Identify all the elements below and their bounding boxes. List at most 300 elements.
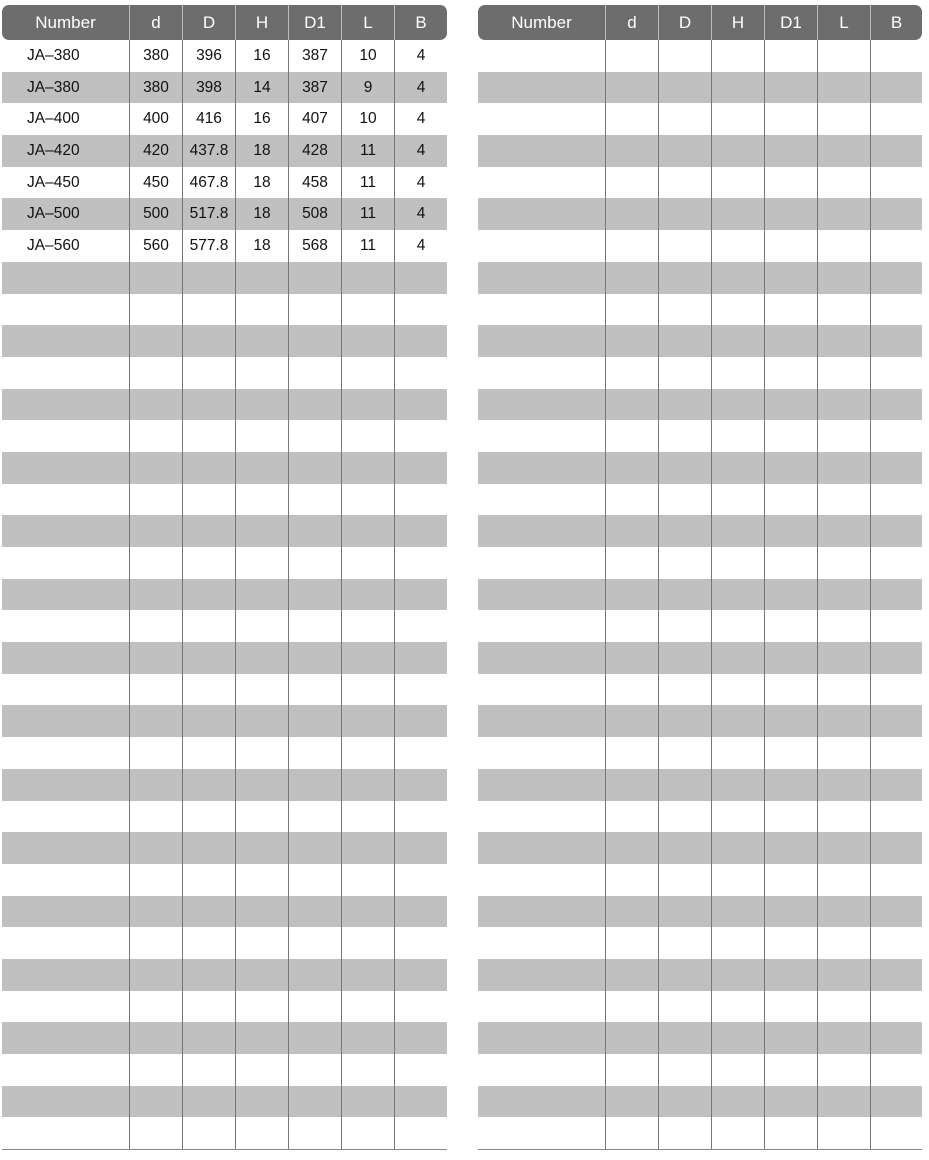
table-cell-part-number [478, 515, 605, 547]
table-row [478, 705, 922, 737]
table-cell-outer-diameter [182, 1086, 235, 1118]
table-cell-inner-diameter [129, 452, 182, 484]
table-cell-outer-diameter [182, 642, 235, 674]
table-cell-d1 [288, 801, 341, 833]
table-row [478, 72, 922, 104]
table-cell-outer-diameter [182, 674, 235, 706]
table-cell-length [817, 230, 870, 262]
table-row [2, 610, 447, 642]
table-cell-inner-diameter [129, 1022, 182, 1054]
table-row [478, 579, 922, 611]
table-cell-height [235, 262, 288, 294]
table-cell-length [817, 198, 870, 230]
table-cell-inner-diameter [605, 420, 658, 452]
table-cell-height [235, 579, 288, 611]
table-cell-height [235, 864, 288, 896]
table-cell-d1 [764, 1086, 817, 1118]
table-cell-height: 16 [235, 103, 288, 135]
table-cell-outer-diameter [658, 103, 711, 135]
table-row [2, 674, 447, 706]
table-cell-outer-diameter [658, 896, 711, 928]
table-cell-part-number: JA–400 [27, 110, 80, 128]
table-cell-b [870, 737, 922, 769]
table-cell-outer-diameter [658, 167, 711, 199]
table-row [478, 484, 922, 516]
table-cell-inner-diameter [605, 579, 658, 611]
table-cell-b: 4 [394, 40, 447, 72]
table-cell-b [870, 1054, 922, 1086]
table-cell-d1: 387 [288, 72, 341, 104]
table-cell-d1 [764, 103, 817, 135]
table-cell-part-number [2, 357, 129, 389]
table-cell-b [394, 1054, 447, 1086]
table-cell-outer-diameter [658, 420, 711, 452]
table-cell-height [235, 294, 288, 326]
table-cell-length [817, 864, 870, 896]
table-row [2, 927, 447, 959]
table-cell-height [235, 927, 288, 959]
table-cell-b [394, 547, 447, 579]
table-row [478, 642, 922, 674]
table-cell-d1 [764, 927, 817, 959]
table-row [2, 832, 447, 864]
table-cell-outer-diameter [658, 547, 711, 579]
table-cell-b [870, 864, 922, 896]
column-header-length: L [817, 5, 870, 40]
table-cell-height [711, 452, 764, 484]
table-row [2, 452, 447, 484]
table-cell-outer-diameter [182, 927, 235, 959]
table-cell-length [817, 737, 870, 769]
table-cell-length [817, 103, 870, 135]
table-cell-inner-diameter [605, 198, 658, 230]
table-row [2, 515, 447, 547]
table-cell-part-number [478, 135, 605, 167]
table-cell-d1 [764, 896, 817, 928]
table-cell-part-number [478, 959, 605, 991]
table-cell-part-number: JA–560 [27, 237, 80, 255]
table-cell-length [341, 484, 394, 516]
table-cell-outer-diameter [182, 579, 235, 611]
table-row [478, 452, 922, 484]
table-cell-length [817, 1022, 870, 1054]
table-cell-inner-diameter: 500 [129, 198, 182, 230]
table-cell-b [394, 896, 447, 928]
table-cell-inner-diameter [605, 737, 658, 769]
table-cell-b [394, 357, 447, 389]
table-cell-height [711, 484, 764, 516]
table-cell-height [711, 547, 764, 579]
table-cell-d1 [288, 959, 341, 991]
table-cell-part-number: JA–380 [27, 78, 80, 96]
table-cell-part-number [478, 705, 605, 737]
table-cell-length: 10 [341, 103, 394, 135]
table-cell-inner-diameter [129, 705, 182, 737]
table-cell-d1 [288, 832, 341, 864]
table-cell-height [235, 1117, 288, 1149]
table-cell-b [394, 610, 447, 642]
table-cell-part-number [478, 832, 605, 864]
table-row [2, 72, 447, 104]
table-cell-height [235, 389, 288, 421]
table-cell-b: 4 [394, 72, 447, 104]
table-cell-length [817, 1054, 870, 1086]
table-cell-d1 [764, 230, 817, 262]
table-cell-part-number [2, 642, 129, 674]
column-header-part-number: Number [511, 13, 572, 32]
table-cell-height [711, 325, 764, 357]
table-cell-length [341, 737, 394, 769]
table-cell-outer-diameter [658, 452, 711, 484]
table-cell-height [235, 1022, 288, 1054]
table-cell-b [870, 294, 922, 326]
table-cell-b [870, 1086, 922, 1118]
table-cell-d1 [764, 959, 817, 991]
table-row [478, 135, 922, 167]
table-cell-inner-diameter [129, 927, 182, 959]
table-cell-inner-diameter [129, 642, 182, 674]
table-cell-height [235, 737, 288, 769]
table-cell-b [870, 832, 922, 864]
table-cell-d1 [288, 1022, 341, 1054]
table-cell-part-number [2, 262, 129, 294]
table-cell-part-number [478, 864, 605, 896]
column-header-d1: D1 [288, 5, 341, 40]
table-cell-height: 16 [235, 40, 288, 72]
table-cell-part-number [478, 1086, 605, 1118]
table-cell-height [235, 610, 288, 642]
table-cell-inner-diameter [605, 103, 658, 135]
table-cell-part-number [2, 579, 129, 611]
table-cell-height [235, 452, 288, 484]
table-cell-outer-diameter [182, 484, 235, 516]
table-cell-inner-diameter [129, 357, 182, 389]
table-cell-length [341, 896, 394, 928]
table-cell-b [870, 801, 922, 833]
table-cell-part-number [2, 1054, 129, 1086]
table-cell-d1 [764, 769, 817, 801]
table-cell-part-number [478, 769, 605, 801]
table-cell-d1 [764, 420, 817, 452]
table-row [478, 230, 922, 262]
table-cell-outer-diameter [182, 547, 235, 579]
table-cell-part-number [2, 1022, 129, 1054]
table-cell-height [711, 103, 764, 135]
table-cell-inner-diameter [129, 769, 182, 801]
table-cell-height [711, 389, 764, 421]
table-cell-inner-diameter [605, 135, 658, 167]
table-cell-b [394, 452, 447, 484]
table-cell-part-number [2, 896, 129, 928]
table-cell-outer-diameter [658, 262, 711, 294]
table-cell-d1 [288, 579, 341, 611]
table-cell-outer-diameter [182, 610, 235, 642]
table-cell-inner-diameter: 380 [129, 40, 182, 72]
table-cell-b [870, 547, 922, 579]
table-bottom-rule [478, 1149, 922, 1150]
table-cell-d1 [764, 167, 817, 199]
table-cell-b [870, 72, 922, 104]
table-cell-part-number [2, 991, 129, 1023]
table-cell-inner-diameter [129, 832, 182, 864]
table-row [478, 801, 922, 833]
table-cell-height [711, 769, 764, 801]
table-cell-outer-diameter [182, 294, 235, 326]
table-cell-outer-diameter [658, 357, 711, 389]
table-cell-length [341, 579, 394, 611]
table-cell-height [711, 737, 764, 769]
table-cell-part-number [478, 642, 605, 674]
table-cell-length [817, 896, 870, 928]
table-cell-outer-diameter [182, 737, 235, 769]
table-cell-b [394, 1022, 447, 1054]
table-cell-height [711, 705, 764, 737]
table-cell-inner-diameter [605, 1086, 658, 1118]
table-cell-height [711, 896, 764, 928]
table-bottom-rule [2, 1149, 447, 1150]
table-cell-height [235, 832, 288, 864]
table-cell-part-number [2, 610, 129, 642]
table-row [478, 1054, 922, 1086]
table-cell-length [817, 262, 870, 294]
table-cell-b [870, 420, 922, 452]
table-cell-outer-diameter [182, 389, 235, 421]
table-cell-part-number [2, 294, 129, 326]
table-cell-inner-diameter [129, 801, 182, 833]
table-cell-length [341, 262, 394, 294]
table-cell-d1 [764, 135, 817, 167]
table-body [2, 40, 447, 1149]
column-header-part-number: Number [35, 13, 96, 32]
table-row [478, 610, 922, 642]
table-cell-inner-diameter [605, 927, 658, 959]
table-cell-height [711, 1117, 764, 1149]
table-cell-d1 [288, 991, 341, 1023]
table-cell-part-number [478, 389, 605, 421]
table-cell-height [235, 896, 288, 928]
table-cell-b [394, 674, 447, 706]
table-cell-d1 [288, 389, 341, 421]
table-cell-part-number [478, 167, 605, 199]
table-cell-height [711, 167, 764, 199]
table-cell-outer-diameter [182, 325, 235, 357]
table-row [2, 40, 447, 72]
table-cell-outer-diameter: 396 [182, 40, 235, 72]
table-cell-d1 [288, 484, 341, 516]
table-row [478, 262, 922, 294]
table-cell-d1 [288, 420, 341, 452]
table-cell-height [711, 515, 764, 547]
table-cell-inner-diameter [129, 547, 182, 579]
table-cell-length [341, 801, 394, 833]
table-cell-length [817, 484, 870, 516]
table-cell-inner-diameter [605, 452, 658, 484]
table-cell-outer-diameter: 398 [182, 72, 235, 104]
table-cell-b [870, 1022, 922, 1054]
table-cell-d1 [764, 198, 817, 230]
table-cell-length: 11 [341, 230, 394, 262]
table-cell-height [711, 801, 764, 833]
table-cell-height [235, 959, 288, 991]
table-cell-d1 [764, 801, 817, 833]
table-row [478, 927, 922, 959]
table-cell-b [394, 927, 447, 959]
table-row [2, 135, 447, 167]
table-cell-part-number [478, 896, 605, 928]
table-row [2, 705, 447, 737]
table-row [478, 547, 922, 579]
table-cell-d1 [288, 294, 341, 326]
table-cell-d1 [764, 737, 817, 769]
table-cell-d1: 428 [288, 135, 341, 167]
table-cell-height [235, 515, 288, 547]
table-cell-part-number [2, 389, 129, 421]
table-cell-part-number [478, 262, 605, 294]
table-cell-length [817, 610, 870, 642]
table-cell-part-number [478, 484, 605, 516]
table-cell-d1 [764, 389, 817, 421]
table-cell-height [711, 357, 764, 389]
table-cell-part-number [478, 72, 605, 104]
table-cell-part-number [2, 515, 129, 547]
table-cell-b [870, 927, 922, 959]
table-cell-length [341, 959, 394, 991]
table-cell-b [394, 1086, 447, 1118]
table-cell-height [235, 357, 288, 389]
table-cell-length [817, 167, 870, 199]
table-cell-part-number [478, 420, 605, 452]
table-cell-b [394, 579, 447, 611]
table-cell-length [341, 1054, 394, 1086]
table-cell-b [870, 325, 922, 357]
table-cell-length [341, 294, 394, 326]
table-header [478, 5, 922, 40]
table-cell-part-number [2, 832, 129, 864]
table-cell-inner-diameter [605, 357, 658, 389]
table-cell-length [817, 991, 870, 1023]
table-cell-part-number [478, 1117, 605, 1149]
table-cell-length [341, 1117, 394, 1149]
table-cell-part-number [2, 674, 129, 706]
table-cell-inner-diameter [129, 674, 182, 706]
table-cell-part-number [478, 230, 605, 262]
table-cell-b [870, 452, 922, 484]
table-cell-part-number [478, 801, 605, 833]
table-cell-b [870, 515, 922, 547]
table-cell-length [817, 1086, 870, 1118]
table-cell-outer-diameter [658, 927, 711, 959]
table-cell-b [394, 991, 447, 1023]
table-cell-part-number: JA–500 [27, 205, 80, 223]
table-cell-b [394, 484, 447, 516]
table-cell-height [711, 1086, 764, 1118]
table-cell-height [711, 420, 764, 452]
table-cell-b [870, 357, 922, 389]
table-cell-b [870, 262, 922, 294]
table-cell-inner-diameter [129, 262, 182, 294]
column-header-outer-diameter: D [658, 5, 711, 40]
table-cell-length [341, 991, 394, 1023]
table-cell-outer-diameter: 517.8 [182, 198, 235, 230]
table-cell-height [235, 991, 288, 1023]
table-cell-b: 4 [394, 103, 447, 135]
table-row [2, 325, 447, 357]
table-cell-inner-diameter [605, 40, 658, 72]
table-cell-outer-diameter [182, 832, 235, 864]
table-cell-outer-diameter [658, 325, 711, 357]
table-row [2, 579, 447, 611]
table-cell-inner-diameter [129, 325, 182, 357]
table-cell-inner-diameter [129, 294, 182, 326]
table-cell-length [817, 420, 870, 452]
table-cell-d1 [288, 357, 341, 389]
table-cell-inner-diameter [605, 547, 658, 579]
table-cell-inner-diameter: 560 [129, 230, 182, 262]
table-cell-d1 [764, 262, 817, 294]
table-cell-height [711, 72, 764, 104]
table-cell-part-number [2, 769, 129, 801]
table-cell-part-number [2, 452, 129, 484]
table-cell-length [341, 452, 394, 484]
column-header-d1: D1 [764, 5, 817, 40]
table-cell-part-number [478, 674, 605, 706]
table-cell-length [817, 515, 870, 547]
table-cell-inner-diameter [605, 642, 658, 674]
table-cell-outer-diameter [658, 1086, 711, 1118]
table-cell-outer-diameter [658, 832, 711, 864]
table-row [2, 294, 447, 326]
table-cell-length [817, 769, 870, 801]
table-cell-inner-diameter [129, 1086, 182, 1118]
table-row [478, 103, 922, 135]
table-header [2, 5, 447, 40]
table-cell-b [394, 801, 447, 833]
table-cell-outer-diameter [658, 484, 711, 516]
table-cell-part-number [478, 547, 605, 579]
table-cell-outer-diameter [658, 72, 711, 104]
table-cell-length [341, 642, 394, 674]
table-cell-inner-diameter [605, 991, 658, 1023]
table-cell-d1 [288, 325, 341, 357]
table-cell-outer-diameter [658, 515, 711, 547]
table-cell-b [870, 167, 922, 199]
table-row [478, 991, 922, 1023]
table-cell-height: 18 [235, 198, 288, 230]
spec-table-left [2, 5, 447, 1150]
table-cell-d1 [764, 1022, 817, 1054]
table-cell-d1 [764, 674, 817, 706]
table-cell-part-number [2, 1117, 129, 1149]
table-cell-d1 [288, 610, 341, 642]
table-cell-length: 11 [341, 135, 394, 167]
table-row [2, 864, 447, 896]
table-cell-length [341, 1022, 394, 1054]
table-cell-length [341, 357, 394, 389]
table-cell-height [711, 262, 764, 294]
table-cell-inner-diameter [129, 515, 182, 547]
table-cell-length: 11 [341, 198, 394, 230]
table-cell-length [817, 832, 870, 864]
table-cell-part-number [2, 927, 129, 959]
table-row [478, 357, 922, 389]
table-row [478, 515, 922, 547]
table-cell-length [341, 705, 394, 737]
table-cell-d1 [288, 705, 341, 737]
table-cell-part-number: JA–420 [27, 142, 80, 160]
table-cell-b [870, 1117, 922, 1149]
table-cell-height [711, 674, 764, 706]
table-cell-part-number [478, 198, 605, 230]
